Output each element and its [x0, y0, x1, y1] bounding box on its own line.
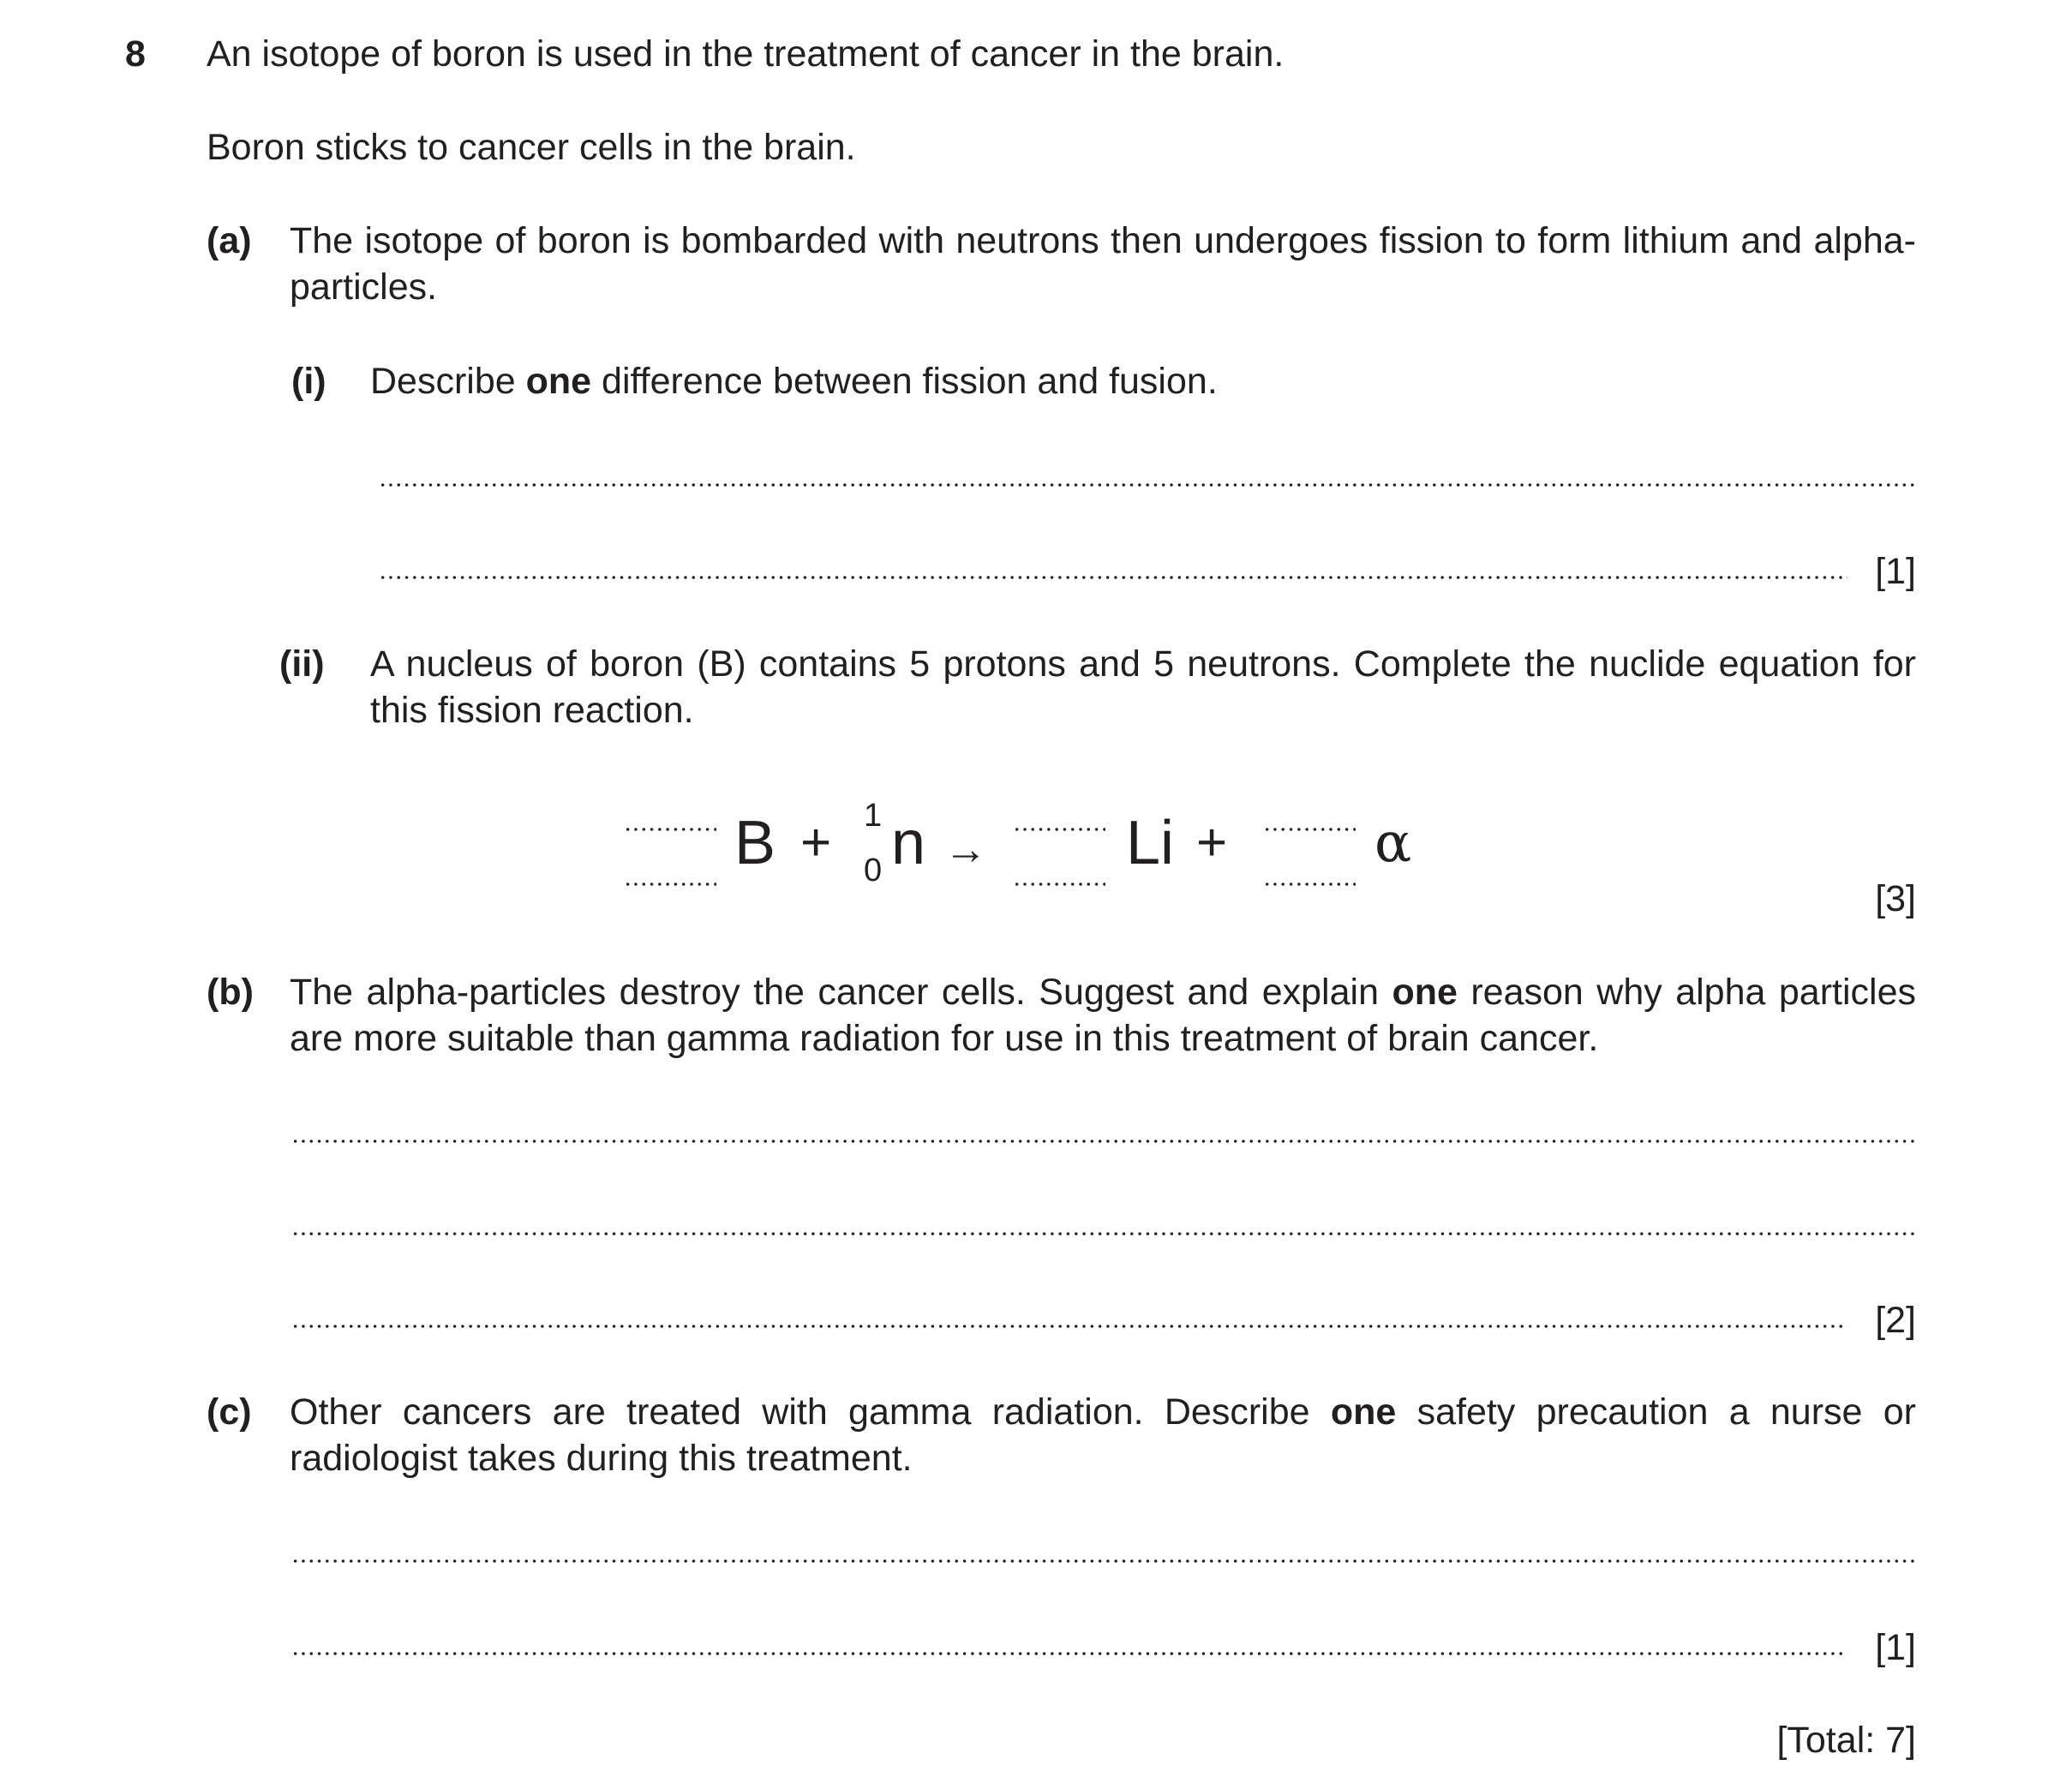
- arrow-symbol: →: [944, 825, 987, 873]
- answer-line-a-i-2[interactable]: [379, 576, 1847, 579]
- part-c-label: (c): [207, 1391, 252, 1433]
- total-marks: [Total: 7]: [1776, 1720, 1916, 1761]
- part-b-label: (b): [207, 972, 254, 1013]
- answer-line-b-3[interactable]: [291, 1325, 1847, 1328]
- alpha-mass-number-blank[interactable]: [1263, 828, 1356, 831]
- part-b-marks: [2]: [1875, 1300, 1916, 1341]
- part-a-ii-text: A nucleus of boron (B) contains 5 protons and 5 neutrons. Complete the nuclide equation for this fission reaction.: [370, 643, 1916, 731]
- question-intro-2: Boron sticks to cancer cells in the brain.: [207, 127, 856, 168]
- part-c-marks: [1]: [1875, 1627, 1916, 1668]
- plus-sign-1: +: [800, 813, 832, 872]
- neutron-mass-number: 1: [864, 798, 883, 834]
- part-b-text: The alpha-particles destroy the cancer cells. Suggest and explain one reason why alpha particles are more suitable than gamma radiation for use in this treatment of brain cancer.: [290, 972, 1916, 1059]
- part-a-ii-label: (ii): [279, 643, 325, 685]
- answer-line-b-2[interactable]: [291, 1232, 1916, 1236]
- answer-line-c-2[interactable]: [291, 1652, 1847, 1655]
- neutron-symbol: n: [891, 809, 926, 877]
- part-a-ii-marks: [3]: [1875, 878, 1916, 919]
- part-c-text: Other cancers are treated with gamma radiation. Describe one safety precaution a nurse or radiologist takes during this treatment.: [290, 1391, 1916, 1479]
- answer-line-a-i-1[interactable]: [379, 483, 1916, 487]
- question-number: 8: [125, 33, 146, 75]
- part-a-text: The isotope of boron is bombarded with neutrons then undergoes fission to form lithium and alpha-particles.: [290, 220, 1916, 308]
- part-a-label: (a): [207, 220, 252, 261]
- plus-sign-2: +: [1196, 813, 1228, 872]
- part-a-i-text: Describe one difference between fission and fusion.: [370, 361, 1218, 402]
- part-a-i-marks: [1]: [1875, 551, 1916, 592]
- boron-mass-number-blank[interactable]: [624, 828, 716, 831]
- lithium-atomic-number-blank[interactable]: [1013, 883, 1105, 886]
- alpha-atomic-number-blank[interactable]: [1263, 883, 1356, 886]
- boron-symbol: B: [734, 809, 776, 877]
- lithium-mass-number-blank[interactable]: [1013, 828, 1105, 831]
- answer-line-b-1[interactable]: [291, 1140, 1916, 1143]
- lithium-symbol: Li: [1126, 809, 1175, 877]
- boron-atomic-number-blank[interactable]: [624, 883, 716, 886]
- part-a-i-label: (i): [291, 361, 326, 402]
- neutron-atomic-number: 0: [864, 853, 883, 889]
- question-intro-1: An isotope of boron is used in the treatment of cancer in the brain.: [207, 33, 1285, 75]
- alpha-symbol: α: [1374, 811, 1412, 875]
- answer-line-c-1[interactable]: [291, 1559, 1916, 1563]
